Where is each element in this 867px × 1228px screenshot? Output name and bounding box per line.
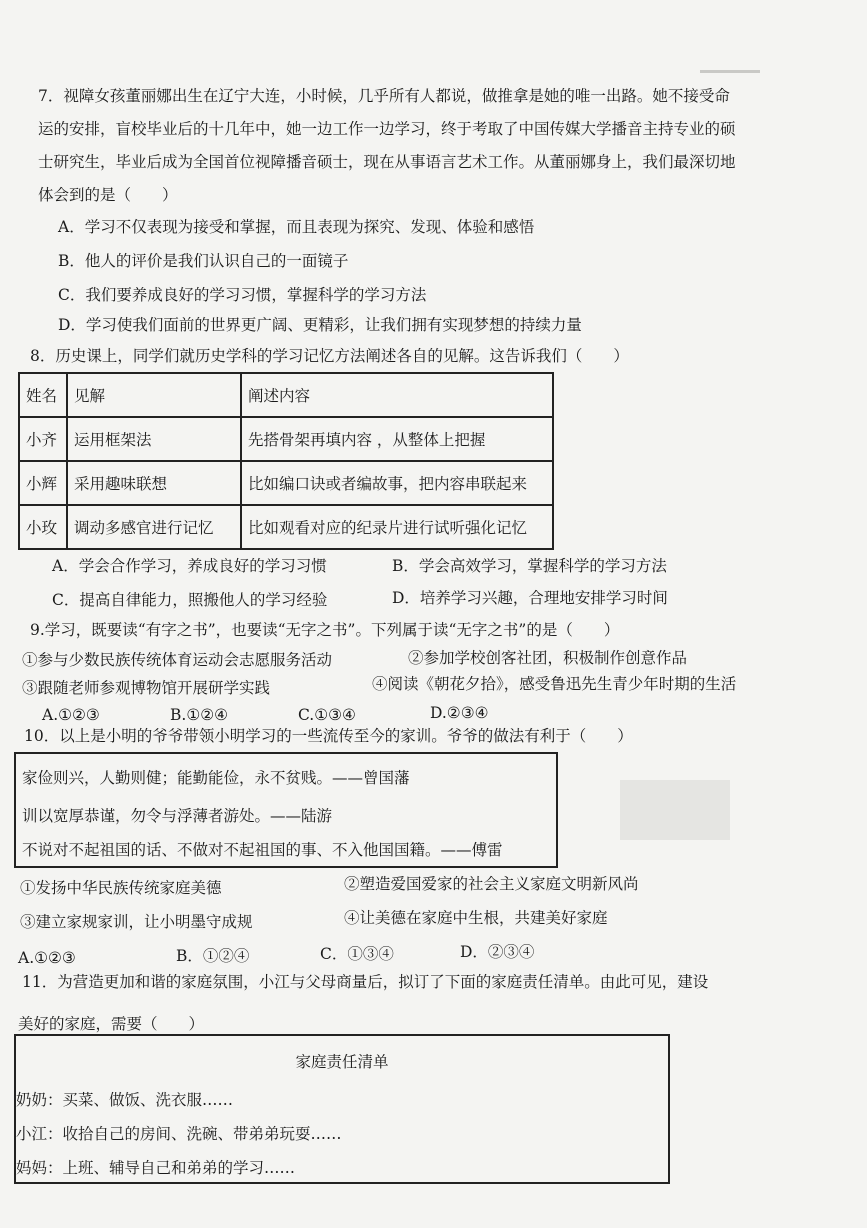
q9-item-2: ②参加学校创客社团，积极制作创意作品 — [408, 649, 688, 667]
table-cell: 小齐 — [19, 417, 67, 461]
q9-option-c: C.①③④ — [298, 706, 356, 724]
question-10-stem: 10．以上是小明的爷爷带领小明学习的一些流传至今的家训。爷爷的做法有利于（ ） — [24, 727, 633, 745]
table-cell: 比如观看对应的纪录片进行试听强化记忆 — [241, 505, 553, 549]
q10-item-1: ①发扬中华民族传统家庭美德 — [20, 879, 222, 897]
question-8-stem: 8．历史课上，同学们就历史学科的学习记忆方法阐述各自的见解。这告诉我们（ ） — [30, 347, 629, 365]
q9-option-d: D.②③④ — [430, 704, 489, 722]
question-9-stem: 9.学习，既要读“有字之书”，也要读“无字之书”。下列属于读“无字之书”的是（ ） — [30, 621, 620, 639]
scan-speck — [620, 780, 730, 840]
table-cell: 调动多感官进行记忆 — [67, 505, 241, 549]
table-row — [19, 417, 553, 461]
table-header-cell: 见解 — [67, 373, 241, 417]
question-11-stem-line-1: 11．为营造更加和谐的家庭氛围，小江与父母商量后，拟订了下面的家庭责任清单。由此可见，建设 — [22, 973, 709, 991]
q10-option-c: C．①③④ — [320, 945, 394, 963]
q7-option-c: C．我们要养成良好的学习习惯，掌握科学的学习方法 — [58, 286, 427, 304]
q8-option-a: A．学会合作学习，养成良好的学习习惯 — [52, 557, 327, 575]
q8-option-b: B．学会高效学习，掌握科学的学习方法 — [392, 557, 667, 575]
q7-line-1: 7．视障女孩董丽娜出生在辽宁大连，小时候，几乎所有人都说，做推拿是她的唯一出路。她不接受命 — [38, 87, 730, 105]
q10-item-4: ④让美德在家庭中生根，共建美好家庭 — [344, 909, 608, 927]
q9-item-1: ①参与少数民族传统体育运动会志愿服务活动 — [22, 651, 333, 669]
q7-line-3: 士研究生，毕业后成为全国首位视障播音硕士，现在从事语言艺术工作。从董丽娜身上，我们最深切地 — [38, 153, 736, 171]
q7-line-2: 运的安排，盲校毕业后的十几年中，她一边工作一边学习，终于考取了中国传媒大学播音主持专业的硕 — [38, 120, 736, 138]
q10-quote-box — [14, 752, 558, 868]
q10-quote-2: 训以宽厚恭谨，勿令与浮薄者游处。——陆游 — [22, 807, 333, 825]
scan-speck — [700, 70, 760, 73]
table-cell: 小辉 — [19, 461, 67, 505]
q9-option-a: A.①②③ — [42, 706, 100, 724]
table-header-cell: 阐述内容 — [241, 373, 553, 417]
q8-option-c: C．提高自律能力，照搬他人的学习经验 — [52, 591, 328, 609]
table-row — [19, 505, 553, 549]
q10-quote-1: 家俭则兴，人勤则健；能勤能俭，永不贫贱。——曾国藩 — [22, 769, 410, 787]
q10-option-d: D．②③④ — [460, 943, 535, 961]
q10-option-b: B．①②④ — [176, 947, 250, 965]
q10-item-3: ③建立家规家训，让小明墨守成规 — [20, 913, 253, 931]
q7-option-b: B．他人的评价是我们认识自己的一面镜子 — [58, 252, 349, 270]
table-cell: 先搭骨架再填内容 ，从整体上把握 — [241, 417, 553, 461]
q8-table — [18, 372, 554, 550]
q9-item-3: ③跟随老师参观博物馆开展研学实践 — [22, 679, 271, 697]
q11-box-title: 家庭责任清单 — [295, 1053, 389, 1071]
q7-line-4: 体会到的是（ ） — [38, 186, 178, 204]
q7-option-a: A．学习不仅表现为接受和掌握，而且表现为探究、发现、体验和感悟 — [58, 218, 535, 236]
q11-box-line-1: 奶奶：买菜、做饭、洗衣服…… — [16, 1091, 234, 1109]
q8-option-d: D．培养学习兴趣，合理地安排学习时间 — [392, 589, 668, 607]
q11-box-line-3: 妈妈：上班、辅导自己和弟弟的学习…… — [16, 1159, 296, 1177]
table-cell: 小玫 — [19, 505, 67, 549]
table-header-row — [19, 373, 553, 417]
q11-box-line-2: 小江：收拾自己的房间、洗碗、带弟弟玩耍…… — [16, 1125, 342, 1143]
table-row — [19, 461, 553, 505]
table-cell: 运用框架法 — [67, 417, 241, 461]
question-7-stem — [38, 80, 828, 212]
q10-quote-3: 不说对不起祖国的话、不做对不起祖国的事、不入他国国籍。——傅雷 — [22, 841, 503, 859]
table-cell: 比如编口诀或者编故事，把内容串联起来 — [241, 461, 553, 505]
table-cell: 采用趣味联想 — [67, 461, 241, 505]
q11-responsibility-box — [14, 1034, 670, 1184]
q9-option-b: B.①②④ — [170, 706, 229, 724]
q7-option-d: D．学习使我们面前的世界更广阔、更精彩，让我们拥有实现梦想的持续力量 — [58, 316, 582, 334]
table-header-cell: 姓名 — [19, 373, 67, 417]
q9-item-4: ④阅读《朝花夕拾》，感受鲁迅先生青少年时期的生活 — [372, 675, 737, 693]
question-11-stem-line-2: 美好的家庭，需要（ ） — [18, 1015, 205, 1033]
q10-item-2: ②塑造爱国爱家的社会主义家庭文明新风尚 — [344, 875, 639, 893]
q10-option-a: A.①②③ — [18, 949, 76, 967]
